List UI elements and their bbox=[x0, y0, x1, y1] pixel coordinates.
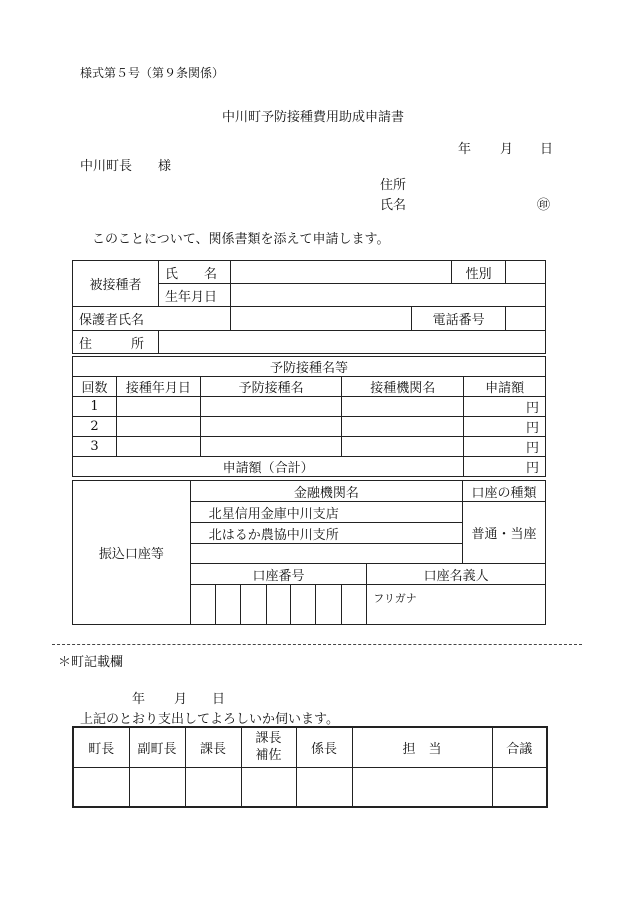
col-count: 回数 bbox=[73, 377, 117, 397]
total-label: 申請額（合計） bbox=[73, 457, 464, 477]
recipient-table bbox=[72, 260, 546, 354]
vaccination-date-field[interactable] bbox=[116, 437, 200, 457]
stamp-box[interactable] bbox=[129, 767, 185, 807]
account-digit-box[interactable] bbox=[240, 585, 266, 625]
office-date-month: 月 bbox=[174, 692, 188, 707]
gender-label: 性別 bbox=[452, 261, 506, 284]
stamp-box[interactable] bbox=[73, 767, 129, 807]
col-vaccination-date: 接種年月日 bbox=[116, 377, 200, 397]
stamp-col-staff: 担 当 bbox=[352, 727, 492, 767]
office-section-label: ＊町記載欄 bbox=[58, 655, 124, 670]
account-digit-box[interactable] bbox=[190, 585, 215, 625]
birthdate-field[interactable] bbox=[230, 284, 545, 307]
date-month-label: 月 bbox=[500, 142, 514, 157]
applicant-name-label: 氏名 bbox=[380, 198, 407, 213]
vaccination-date-field[interactable] bbox=[116, 397, 200, 417]
account-digit-box[interactable] bbox=[266, 585, 291, 625]
account-number-header: 口座番号 bbox=[190, 564, 367, 585]
col-institution-name: 接種機関名 bbox=[342, 377, 464, 397]
account-type-header: 口座の種類 bbox=[463, 481, 546, 502]
stamp-box[interactable] bbox=[241, 767, 296, 807]
institution-other-field[interactable] bbox=[190, 544, 462, 564]
stamp-col-assistant-chief: 課長 補佐 bbox=[241, 727, 296, 767]
account-digit-box[interactable] bbox=[215, 585, 240, 625]
total-amount-field[interactable]: 円 bbox=[464, 457, 546, 477]
stamp-col-consultation: 合議 bbox=[492, 727, 547, 767]
row-count: 2 bbox=[73, 417, 117, 437]
institution-header: 金融機関名 bbox=[190, 481, 462, 502]
amount-field[interactable]: 円 bbox=[464, 397, 546, 417]
phone-field[interactable] bbox=[506, 307, 546, 331]
vaccine-name-field[interactable] bbox=[200, 397, 342, 417]
form-number: 様式第５号（第９条関係） bbox=[80, 66, 225, 80]
phone-label: 電話番号 bbox=[412, 307, 506, 331]
approval-stamp-table bbox=[72, 726, 548, 808]
recipient-name-field[interactable] bbox=[230, 261, 451, 284]
recipient-name-label: 氏 名 bbox=[158, 261, 230, 284]
gender-field[interactable] bbox=[506, 261, 546, 284]
amount-field[interactable]: 円 bbox=[464, 437, 546, 457]
institution-name-field[interactable] bbox=[342, 437, 464, 457]
amount-field[interactable]: 円 bbox=[464, 417, 546, 437]
office-date-day: 日 bbox=[212, 692, 226, 707]
stamp-box[interactable] bbox=[492, 767, 547, 807]
account-digit-box[interactable] bbox=[316, 585, 342, 625]
table-row bbox=[73, 397, 546, 417]
office-date-year: 年 bbox=[132, 692, 146, 707]
vaccine-name-field[interactable] bbox=[200, 417, 342, 437]
table-row bbox=[73, 417, 546, 437]
form-title: 中川町予防接種費用助成申請書 bbox=[222, 110, 405, 125]
stamp-box[interactable] bbox=[352, 767, 492, 807]
stamp-box[interactable] bbox=[296, 767, 352, 807]
stamp-col-section-chief: 課長 bbox=[185, 727, 241, 767]
col-amount: 申請額 bbox=[464, 377, 546, 397]
guardian-field[interactable] bbox=[230, 307, 411, 331]
row-count: 1 bbox=[73, 397, 117, 417]
section-divider bbox=[52, 644, 582, 645]
stamp-box[interactable] bbox=[185, 767, 241, 807]
bank-table bbox=[72, 480, 546, 625]
recipient-address-label: 住 所 bbox=[73, 331, 159, 354]
account-digit-box[interactable] bbox=[342, 585, 367, 625]
bank-section-label: 振込口座等 bbox=[73, 481, 191, 625]
stamp-col-deputy-mayor: 副町長 bbox=[129, 727, 185, 767]
recipient-section-label: 被接種者 bbox=[73, 261, 159, 307]
stamp-col-mayor: 町長 bbox=[73, 727, 129, 767]
vaccination-table bbox=[72, 356, 546, 477]
body-text: このことについて、関係書類を添えて申請します。 bbox=[92, 232, 390, 247]
institution-name-field[interactable] bbox=[342, 397, 464, 417]
seal-mark: ㊞ bbox=[537, 198, 551, 213]
row-count: 3 bbox=[73, 437, 117, 457]
recipient-address-field[interactable] bbox=[158, 331, 545, 354]
col-vaccine-name: 予防接種名 bbox=[200, 377, 342, 397]
vaccine-name-field[interactable] bbox=[200, 437, 342, 457]
birthdate-label: 生年月日 bbox=[158, 284, 230, 307]
account-holder-header: 口座名義人 bbox=[367, 564, 546, 585]
institution-option-2[interactable]: 北はるか農協中川支所 bbox=[190, 523, 462, 544]
stamp-col-subsection-chief: 係長 bbox=[296, 727, 352, 767]
vaccination-date-field[interactable] bbox=[116, 417, 200, 437]
furigana-label: フリガナ bbox=[373, 592, 417, 605]
vaccination-section-title: 予防接種名等 bbox=[73, 357, 546, 377]
addressee-suffix: 様 bbox=[158, 159, 172, 174]
table-row bbox=[73, 437, 546, 457]
applicant-address-label: 住所 bbox=[380, 178, 407, 193]
approval-text: 上記のとおり支出してよろしいか伺います。 bbox=[80, 712, 339, 727]
account-type-value[interactable]: 普通・当座 bbox=[463, 502, 546, 564]
institution-option-1[interactable]: 北星信用金庫中川支店 bbox=[190, 502, 462, 523]
addressee: 中川町長 bbox=[80, 159, 133, 174]
date-year-label: 年 bbox=[458, 142, 472, 157]
date-day-label: 日 bbox=[540, 142, 554, 157]
account-holder-field[interactable] bbox=[367, 585, 546, 625]
guardian-label: 保護者氏名 bbox=[73, 307, 231, 331]
account-digit-box[interactable] bbox=[291, 585, 316, 625]
institution-name-field[interactable] bbox=[342, 417, 464, 437]
